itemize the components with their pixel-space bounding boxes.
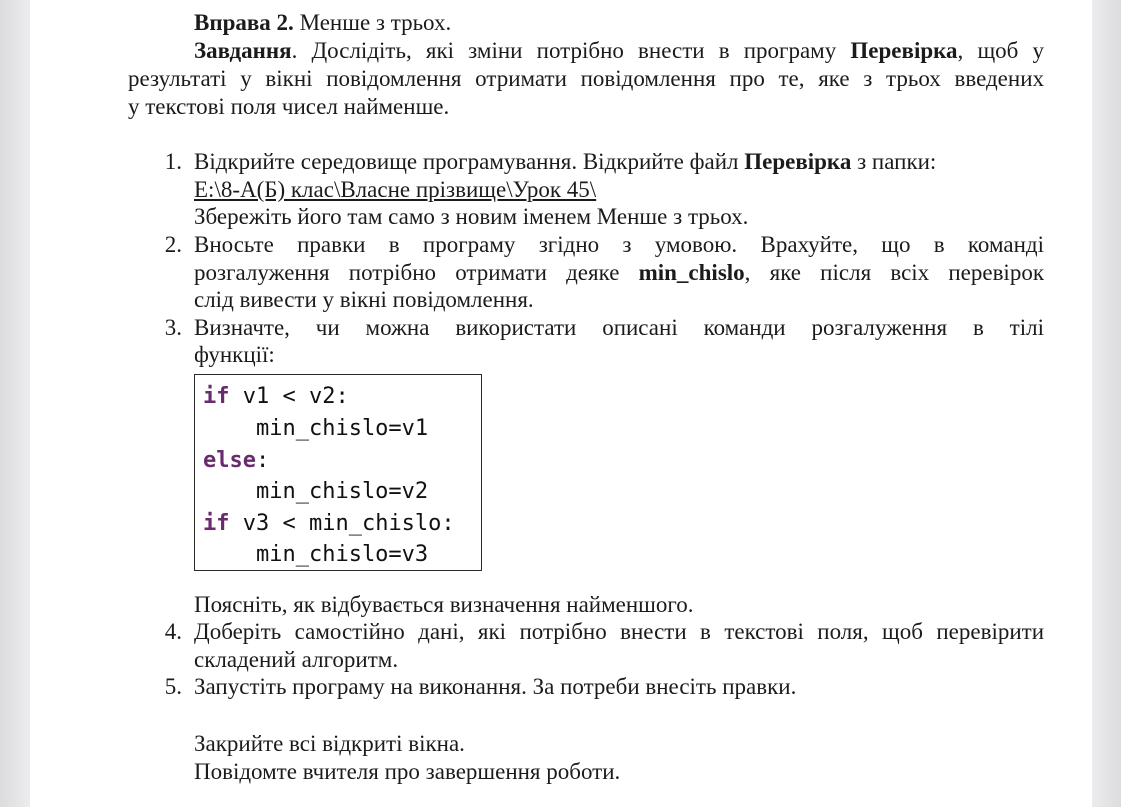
step-1-number: 1.: [164, 149, 182, 174]
task-program-name: Перевірка: [850, 38, 958, 63]
exercise-title-bold: Вправа 2.: [194, 10, 294, 35]
step-3-line-2: функції:: [194, 342, 275, 367]
exercise-title: [194, 9, 451, 37]
step-1-text-b: з папки:: [857, 149, 937, 174]
step-1-line-1: [194, 148, 936, 176]
step-2-line-3: слід вивести у вікні повідомлення.: [194, 287, 534, 312]
code-block: [194, 374, 482, 571]
step-5-number: 5.: [164, 674, 182, 699]
step-2-number: 2.: [164, 232, 182, 257]
step-1-line-3: Збережіть його там само з новим іменем Менше з трьох.: [194, 204, 749, 229]
step-1-text-a: Відкрийте середовище програмування. Відкрийте файл: [194, 149, 739, 174]
step-4-number: 4.: [164, 619, 182, 644]
closing-line-2: Повідомте вчителя про завершення роботи.: [194, 759, 621, 784]
step-2-text-b: , яке після всіх перевірок: [744, 260, 1044, 285]
code-line-3: [203, 445, 269, 476]
page-margin-right: [1092, 0, 1121, 807]
code-line-2: min_chislo=v1: [203, 416, 429, 441]
code-line-5-text: v3 < min_chislo:: [229, 511, 455, 536]
step-1-file-name: Перевірка: [744, 149, 852, 174]
step-2-text-a: розгалуження потрібно отримати деяке: [194, 260, 620, 285]
task-line-1-text: . Дослідіть, які зміни потрібно внести в програму: [291, 38, 837, 63]
step-2-line-1: Вносьте правки в програму згідно з умовою. Врахуйте, що в команді: [194, 232, 1044, 257]
task-line-3: у текстові поля чисел найменше.: [128, 94, 450, 119]
step-4-line-2: складений алгоритм.: [194, 647, 399, 672]
code-line-5: [203, 508, 455, 539]
exercise-title-text: Менше з трьох.: [293, 10, 452, 35]
code-line-3-text: :: [255, 448, 270, 473]
task-line-1-end: , щоб у: [957, 38, 1045, 63]
task-line-1: [194, 37, 1044, 65]
step-3-line-1: Визначте, чи можна використати описані команди розгалуження в тілі: [194, 315, 1044, 340]
step-3-after-code: Поясніть, як відбувається визначення найменшого.: [194, 592, 694, 617]
code-line-1-text: v1 < v2:: [229, 384, 349, 409]
keyword-else: else: [203, 448, 256, 473]
step-1-folder-path: E:\8-А(Б) клас\Власне прізвище\Урок 45\: [194, 177, 597, 202]
keyword-if: if: [203, 384, 230, 409]
step-5-line-1: Запустіть програму на виконання. За потреби внесіть правки.: [194, 674, 797, 699]
keyword-if-2: if: [203, 511, 230, 536]
code-line-4: min_chislo=v2: [203, 479, 429, 504]
task-label: Завдання: [194, 38, 292, 63]
task-line-2: результаті у вікні повідомлення отримати повідомлення про те, яке з трьох введених: [128, 66, 1044, 91]
step-4-line-1: Доберіть самостійно дані, які потрібно внести в текстові поля, щоб перевірити: [194, 619, 1044, 644]
step-3-number: 3.: [164, 315, 182, 340]
page-margin-left: [0, 0, 30, 807]
code-line-6: min_chislo=v3: [203, 542, 429, 567]
step-2-variable-name: min_chislo: [638, 260, 745, 285]
code-line-1: [203, 381, 349, 412]
closing-line-1: Закрийте всі відкриті вікна.: [194, 731, 465, 756]
step-2-line-2: [194, 259, 1044, 287]
